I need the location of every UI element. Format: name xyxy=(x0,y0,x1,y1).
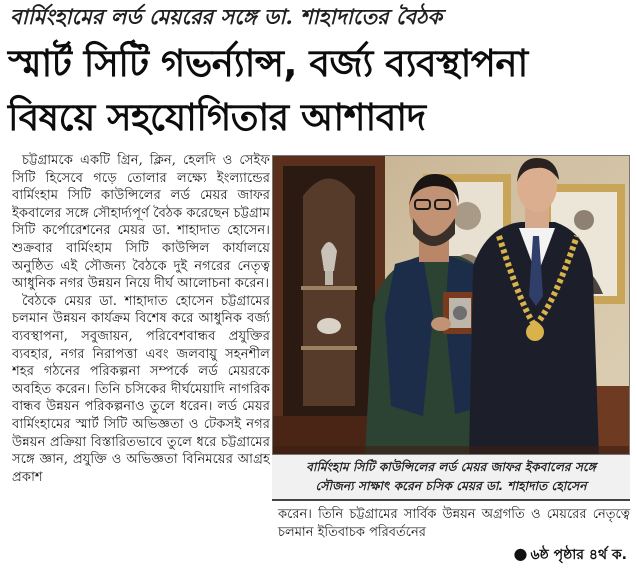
news-photo xyxy=(272,155,630,455)
paragraph-2: বৈঠকে মেয়র ডা. শাহাদাত হোসেন চট্টগ্রামের চলমান উন্নয়ন কার্যক্রম বিশেষ করে আধুনিক বর্জ্য ব্যবস্থাপনা, সবুজায়ন, পরিবেশবান্ধব প্রযুক্তির ব্যবহার, নগর নিরাপত্তা এবং জলবায়ু সহনশীল শহর গঠনের পরিকল্পনা সম্পর্কে লর্ড মেয়রকে অবহিত করেন। তিনি চসিকের দীর্ঘমেয়াদি নাগরিক বান্ধব উন্নয়ন পরিকল্পনাও তুলে ধরেন। লর্ড মেয়র বার্মিংহামের স্মার্ট সিটি অভিজ্ঞতা ও টেকসই নগর উন্নয়ন প্রক্রিয়া বিস্তারিতভাবে তুলে ধরে চট্টগ্রামের সঙ্গে জ্ঞান, প্রযুক্তি ও অভিজ্ঞতা বিনিময়ের আগ্রহ প্রকাশ xyxy=(12,293,270,485)
continued-marker xyxy=(514,543,627,567)
bullet-icon: ● xyxy=(513,544,528,563)
right-column-text xyxy=(278,506,630,541)
headline-line-1: স্মার্ট সিটি গভর্ন্যান্স, বর্জ্য ব্যবস্থাপনা xyxy=(8,42,528,85)
caption-line-1: বার্মিংহাম সিটি কাউন্সিলের লর্ড মেয়র জাফর ইকবালের সঙ্গে xyxy=(306,460,596,474)
continued-text: ৬ষ্ঠ পৃষ্ঠার ৪র্থ ক. xyxy=(530,547,627,563)
photo-caption xyxy=(272,455,630,501)
headline-line-2: বিষয়ে সহযোগিতার আশাবাদ xyxy=(8,96,426,139)
caption-line-2: সৌজন্য সাক্ষাৎ করেন চসিক মেয়র ডা. শাহাদাত হোসেন xyxy=(315,479,587,493)
photo-illustration xyxy=(273,156,630,455)
paragraph-1: চট্টগ্রামকে একটি গ্রিন, ক্লিন, হেলদি ও সেইফ সিটি হিসেবে গড়ে তোলার লক্ষ্যে ইংল্যান্ডের বার্মিংহাম সিটি কাউন্সিলের লর্ড মেয়র জাফর ইকবালের সঙ্গে সৌহার্দ্যপূর্ণ বৈঠক করেছেন চট্টগ্রাম সিটি কর্পোরেশনের মেয়র ডা. শাহাদাত হোসেন। শুক্রবার বার্মিংহাম সিটি কাউন্সিল কার্যালয়ে অনুষ্ঠিত এই সৌজন্য বৈঠকে দুই নগরের নেতৃত্ব আধুনিক নগর উন্নয়ন নিয়ে দীর্ঘ আলোচনা করেন। xyxy=(12,153,270,292)
right-paragraph: করেন। তিনি চট্টগ্রামের সার্বিক উন্নয়ন অগ্রগতি ও মেয়রের নেতৃত্বে চলমান ইতিবাচক পরিবর্তনের xyxy=(278,507,630,540)
article-kicker: বার্মিংহামের লর্ড মেয়রের সঙ্গে ডা. শাহাদাতের বৈঠক xyxy=(10,4,443,29)
article-body-column xyxy=(12,152,270,560)
